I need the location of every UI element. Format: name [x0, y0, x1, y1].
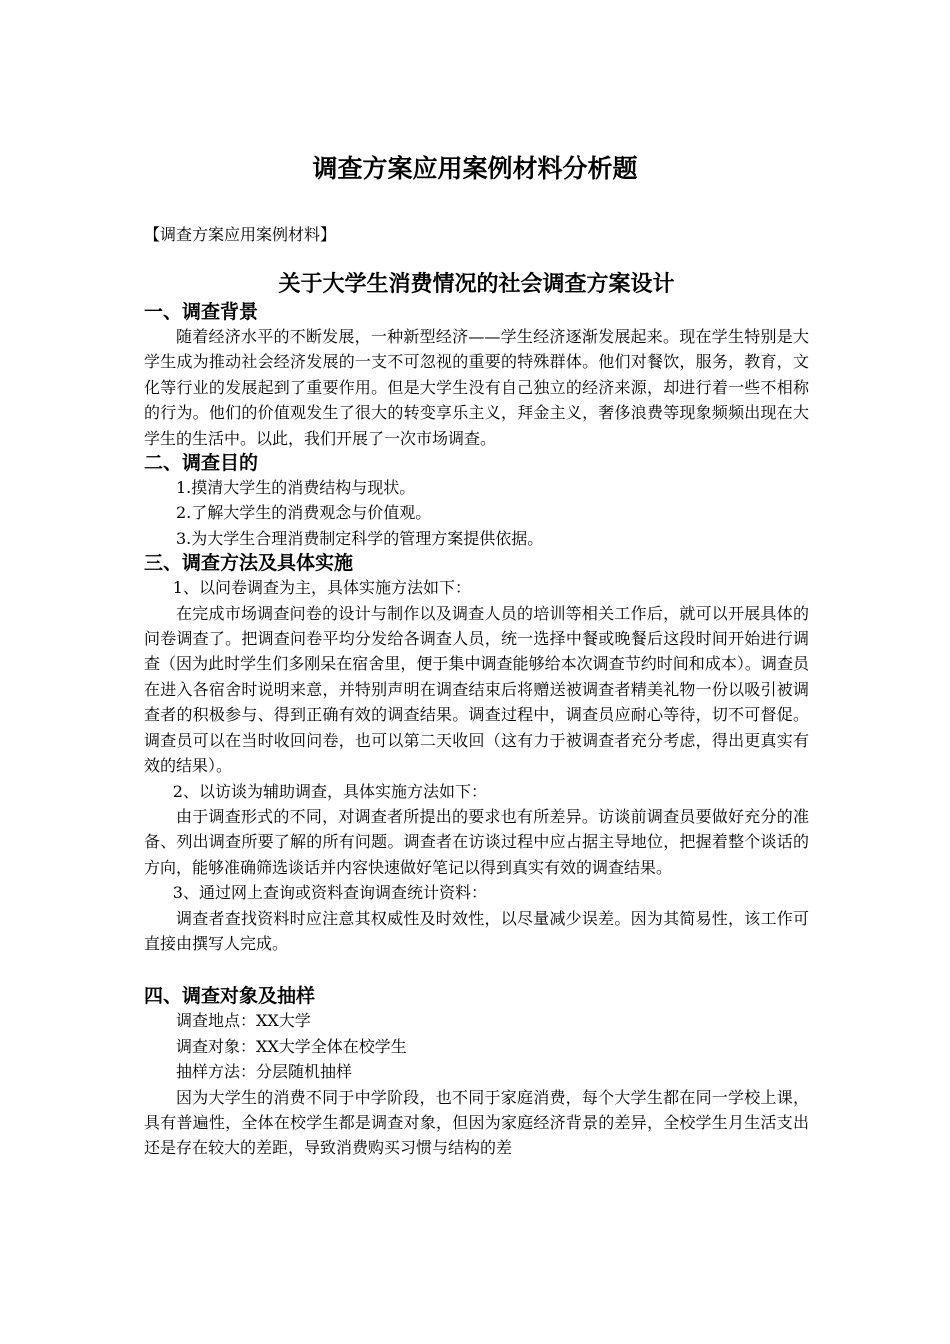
survey-target: 调查对象：XX大学全体在校学生 [176, 1036, 407, 1056]
section-sampling-heading: 四、调查对象及抽样 [144, 985, 316, 1008]
section-background-paragraph: 随着经济水平的不断发展，一种新型经济——学生经济逐渐发展起来。现在学生特别是大学生成为推动社会经济发展的一支不可忽视的重要的特殊群体。他们对餐饮，服务，教育，文化等行业的发展起到了重要作用。但是大学生没有自己独立的经济来源，却进行着一些不相称的行为。他们的价值观发生了很大的转变享乐主义，拜金主义，奢侈浪费等现象频频出现在大学生的生活中。以此，我们开展了一次市场调查。 [144, 327, 809, 448]
method-questionnaire-text: 在完成市场调查问卷的设计与制作以及调查人员的培训等相关工作后，就可以开展具体的问卷调查了。把调查问卷平均分发给各调查人员，统一选择中餐或晚餐后这段时间开始进行调查（因为此时学生们多刚呆在宿舍里，便于集中调查能够给本次调查节约时间和成本）。调查员在进入各宿舍时说明来意，并特别声明在调查结束后将赠送被调查者精美礼物一份以吸引被调查者的积极参与、得到正确有效的调查结果。调查过程中，调查员应耐心等待，切不可督促。调查员可以在当时收回问卷，也可以第二天收回（这有力于被调查者充分考虑，得出更真实有效的结果）。 [144, 603, 809, 776]
method-online-title: 3、通过网上查询或资料查询调查统计资料： [172, 883, 487, 903]
purpose-item: 2.了解大学生的消费观念与价值观。 [176, 503, 432, 523]
purpose-item: 1.摸清大学生的消费结构与现状。 [176, 478, 416, 498]
survey-location: 调查地点：XX大学 [176, 1011, 311, 1031]
document-title: 调查方案应用案例材料分析题 [312, 154, 638, 183]
section-purpose-heading: 二、调查目的 [144, 452, 259, 475]
section-method-heading: 三、调查方法及具体实施 [144, 552, 354, 575]
material-label: 【调查方案应用案例材料】 [144, 225, 337, 244]
survey-plan-title: 关于大学生消费情况的社会调查方案设计 [278, 272, 675, 297]
section-sampling-paragraph: 因为大学生的消费不同于中学阶段，也不同于家庭消费，每个大学生都在同一学校上课，具有普遍性，全体在校学生都是调查对象，但因为家庭经济背景的差异，全校学生月生活支出还是存在较大的差距，导致消费购买习惯与结构的差 [144, 1087, 809, 1158]
method-interview-title: 2、以访谈为辅助调查，具体实施方法如下： [172, 781, 487, 801]
purpose-item: 3.为大学生合理消费制定科学的管理方案提供依据。 [176, 528, 544, 548]
sampling-method: 抽样方法：分层随机抽样 [176, 1062, 353, 1082]
spacer [144, 956, 809, 984]
section-background-heading: 一、调查背景 [144, 301, 259, 323]
method-questionnaire-title: 1、以问卷调查为主，具体实施方法如下： [172, 578, 471, 598]
method-interview-text: 由于调查形式的不同，对调查者所提出的要求也有所差异。访谈前调查员要做好充分的准备、列出调查所要了解的所有问题。调查者在访谈过程中应占据主导地位，把握着整个谈话的方向，能够准确筛选谈话并内容快速做好笔记以得到真实有效的调查结果。 [144, 806, 809, 877]
method-online-text: 调查者查找资料时应注意其权威性及时效性，以尽量减少误差。因为其简易性，该工作可直接由撰写人完成。 [144, 908, 809, 953]
document-body [144, 270, 809, 1161]
